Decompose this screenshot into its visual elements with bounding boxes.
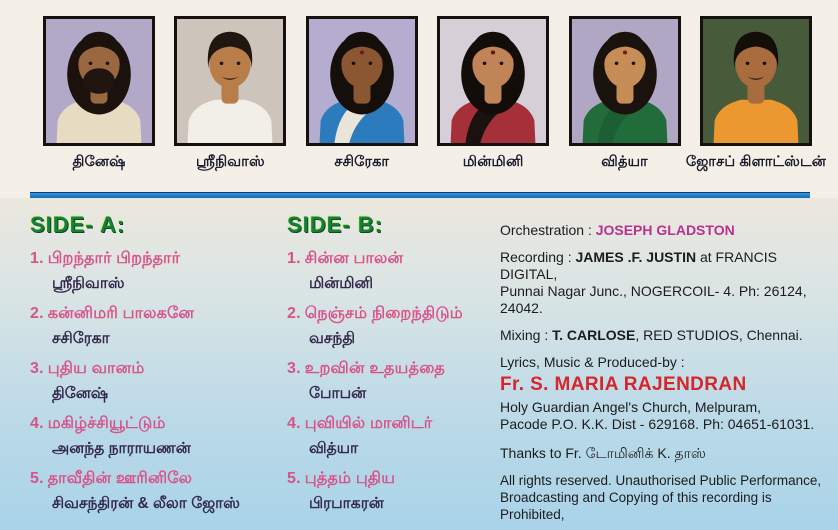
- artist-photo-dinesh: [40, 16, 158, 172]
- artist-name-label: வித்யா: [601, 154, 648, 170]
- portrait-illustration: [46, 19, 152, 143]
- recording-address: Punnai Nagar Junc., NOGERCOIL- 4. Ph: 26124, 24042.: [500, 283, 807, 316]
- track-number: 4.: [287, 415, 301, 432]
- artist-name-label: ஸ்ரீநிவாஸ்: [196, 154, 265, 170]
- orchestration-credit: [500, 222, 830, 239]
- rights-notice: [500, 472, 830, 523]
- portrait-illustration: [309, 19, 415, 143]
- track-artist: மின்மினி: [309, 275, 374, 292]
- artist-photo-strip: [40, 16, 826, 172]
- mixing-name: T. CARLOSE: [552, 327, 636, 343]
- side-a-section: [30, 212, 282, 521]
- track-artist: தினேஷ்: [52, 385, 109, 402]
- track-number: 5.: [287, 470, 301, 487]
- recording-name: JAMES .F. JUSTIN: [575, 249, 697, 265]
- track-item: [30, 466, 282, 516]
- orchestration-label: Orchestration :: [500, 222, 596, 238]
- track-title: தாவீதின் ஊரினிலே: [47, 470, 193, 487]
- track-artist: சசிரேகா: [52, 330, 110, 347]
- track-artist: சிவசந்திரன் & லீலா ஜோஸ்: [52, 495, 240, 512]
- track-artist: அனந்த நாராயணன்: [52, 440, 191, 457]
- mixing-rest: , RED STUDIOS, Chennai.: [635, 327, 803, 343]
- recording-label: Recording :: [500, 249, 576, 265]
- artist-name-label: மின்மினி: [462, 154, 524, 170]
- track-title: பிறந்தார் பிறந்தார்: [47, 250, 181, 267]
- track-artist: போபன்: [309, 385, 367, 402]
- artist-photo-sasirekha: [303, 16, 421, 172]
- track-item: [30, 411, 282, 461]
- portrait-illustration: [177, 19, 283, 143]
- side-b-track-list: [287, 246, 495, 516]
- artist-name-label: தினேஷ்: [72, 154, 126, 170]
- credits-section: [500, 222, 830, 523]
- tracklist-panel: [0, 198, 838, 530]
- artist-photo-minmini: [434, 16, 552, 172]
- mixing-label: Mixing :: [500, 327, 553, 343]
- track-item: [30, 356, 282, 406]
- track-title: மகிழ்ச்சியூட்டும்: [47, 415, 166, 432]
- side-a-heading: SIDE- A:: [30, 212, 126, 237]
- producer-credit: [500, 354, 830, 433]
- recording-credit: [500, 249, 830, 317]
- track-title: நெஞ்சம் நிறைந்திடும்: [304, 305, 463, 322]
- rights-line1: All rights reserved. Unauthorised Public Performance,: [500, 473, 822, 488]
- track-item: [30, 301, 282, 351]
- artist-name-label: சசிரேகா: [334, 154, 390, 170]
- side-b-heading: SIDE- B:: [287, 212, 383, 237]
- track-item: [287, 246, 495, 296]
- track-artist: வசந்தி: [309, 330, 356, 347]
- track-title: புத்தம் புதிய: [304, 470, 396, 487]
- artist-photo-srinivas: [171, 16, 289, 172]
- orchestration-name: JOSEPH GLADSTON: [595, 222, 735, 238]
- portrait-photo: [569, 16, 681, 146]
- thanks-note: Thanks to Fr. டோமினிக் K. தாஸ்: [500, 445, 706, 461]
- portrait-illustration: [703, 19, 809, 143]
- track-number: 5.: [30, 470, 44, 487]
- rights-line2: Broadcasting and Copying of this recording is Prohibited,: [500, 490, 772, 522]
- artist-name-label: ஜோசப் கிளாட்ஸ்டன்: [685, 154, 826, 170]
- track-title: உறவின் உதயத்தை: [304, 360, 445, 377]
- artist-photo-vidya: [566, 16, 684, 172]
- portrait-photo: [437, 16, 549, 146]
- track-item: [287, 356, 495, 406]
- track-title: புதிய வானம்: [47, 360, 145, 377]
- track-number: 3.: [30, 360, 44, 377]
- portrait-photo: [174, 16, 286, 146]
- track-artist: பிரபாகரன்: [309, 495, 384, 512]
- track-title: சின்ன பாலன்: [304, 250, 404, 267]
- track-number: 1.: [30, 250, 44, 267]
- mixing-credit: [500, 327, 830, 344]
- producer-address-line1: Holy Guardian Angel's Church, Melpuram,: [500, 399, 762, 415]
- producer-name: Fr. S. MARIA RAJENDRAN: [500, 374, 747, 395]
- portrait-photo: [43, 16, 155, 146]
- recording-rest: at FRANCIS DIGITAL,: [500, 249, 777, 282]
- portrait-illustration: [572, 19, 678, 143]
- track-number: 2.: [30, 305, 44, 322]
- portrait-illustration: [440, 19, 546, 143]
- track-artist: ஸ்ரீநிவாஸ்: [52, 275, 125, 292]
- track-title: புவியில் மானிடர்: [304, 415, 433, 432]
- side-b-section: [287, 212, 495, 521]
- track-item: [30, 246, 282, 296]
- track-item: [287, 466, 495, 516]
- track-number: 4.: [30, 415, 44, 432]
- track-artist: வித்யா: [309, 440, 359, 457]
- track-number: 1.: [287, 250, 301, 267]
- side-a-track-list: [30, 246, 282, 516]
- producer-address-line2: Pacode P.O. K.K. Dist - 629168. Ph: 04651-61031.: [500, 416, 815, 432]
- track-title: கன்னிமரி பாலகனே: [47, 305, 195, 322]
- track-number: 3.: [287, 360, 301, 377]
- track-number: 2.: [287, 305, 301, 322]
- track-item: [287, 411, 495, 461]
- producer-label: Lyrics, Music & Produced-by :: [500, 354, 685, 370]
- portrait-photo: [306, 16, 418, 146]
- artist-photo-joseph-gladston: [685, 16, 826, 172]
- track-item: [287, 301, 495, 351]
- portrait-photo: [700, 16, 812, 146]
